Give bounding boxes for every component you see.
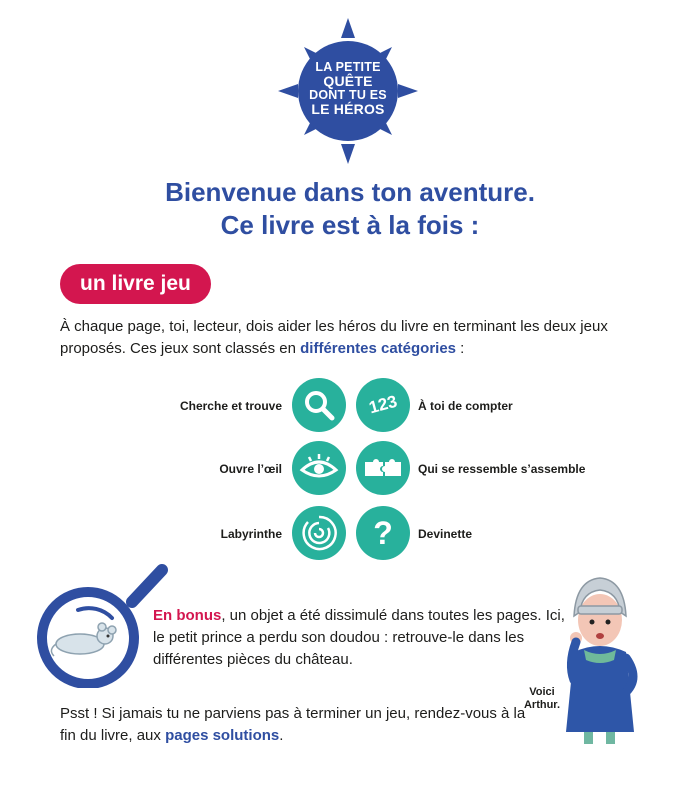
eye-icon (292, 441, 346, 495)
headline-line-2: Ce livre est à la fois : (220, 210, 480, 240)
series-logo (278, 16, 418, 166)
psst-highlight: pages solutions (165, 727, 280, 744)
logo-line-2: QUÊTE (323, 73, 373, 89)
psst-text: Psst ! Si jamais tu ne parviens pas à terminer un jeu, rendez-vous à la fin du livre, aux (60, 705, 526, 744)
psst-paragraph (60, 703, 540, 747)
numbers-icon (356, 378, 410, 432)
category-label-assemble: Qui se ressemble s’assemble (418, 462, 586, 476)
bonus-paragraph (153, 605, 573, 671)
logo-line-1: LA PETITE (315, 60, 381, 74)
intro-highlight: différentes catégories (300, 340, 457, 357)
bonus-text: , un objet a été dissimulé dans toutes les pages. Ici, le petit prince a perdu son doudou : retrouve-le dans les différentes pièces du château. (153, 607, 565, 668)
arthur-illustration (554, 568, 654, 748)
category-label-labyrinthe: Labyrinthe (220, 527, 282, 541)
bonus-highlight: En bonus (153, 607, 222, 624)
section-label: un livre jeu (60, 264, 211, 304)
psst-end: . (279, 727, 284, 744)
maze-icon (292, 506, 346, 560)
category-label-devinette: Devinette (418, 527, 473, 541)
logo-line-3: DONT TU ES (309, 88, 387, 102)
puzzle-icon (356, 441, 410, 495)
caption-line-2: Arthur. (523, 699, 561, 711)
intro-end: : (456, 340, 465, 357)
logo-line-4: LE HÉROS (311, 101, 385, 117)
numbers-glyph: 123 (366, 391, 400, 418)
headline-line-1: Bienvenue dans ton aventure. (165, 177, 535, 207)
category-label-oeil: Ouvre l’œil (219, 462, 282, 476)
category-label-cherche: Cherche et trouve (179, 399, 282, 413)
category-label-compter: À toi de compter (418, 399, 513, 413)
magnifier-icon (292, 378, 346, 432)
caption-line-1: Voici (529, 686, 555, 698)
intro-text: À chaque page, toi, lecteur, dois aider les héros du livre en terminant les deux jeux proposés. Ces jeux sont classés en (60, 318, 608, 357)
intro-paragraph (60, 316, 660, 360)
question-icon (356, 506, 410, 560)
question-glyph: ? (373, 514, 393, 551)
